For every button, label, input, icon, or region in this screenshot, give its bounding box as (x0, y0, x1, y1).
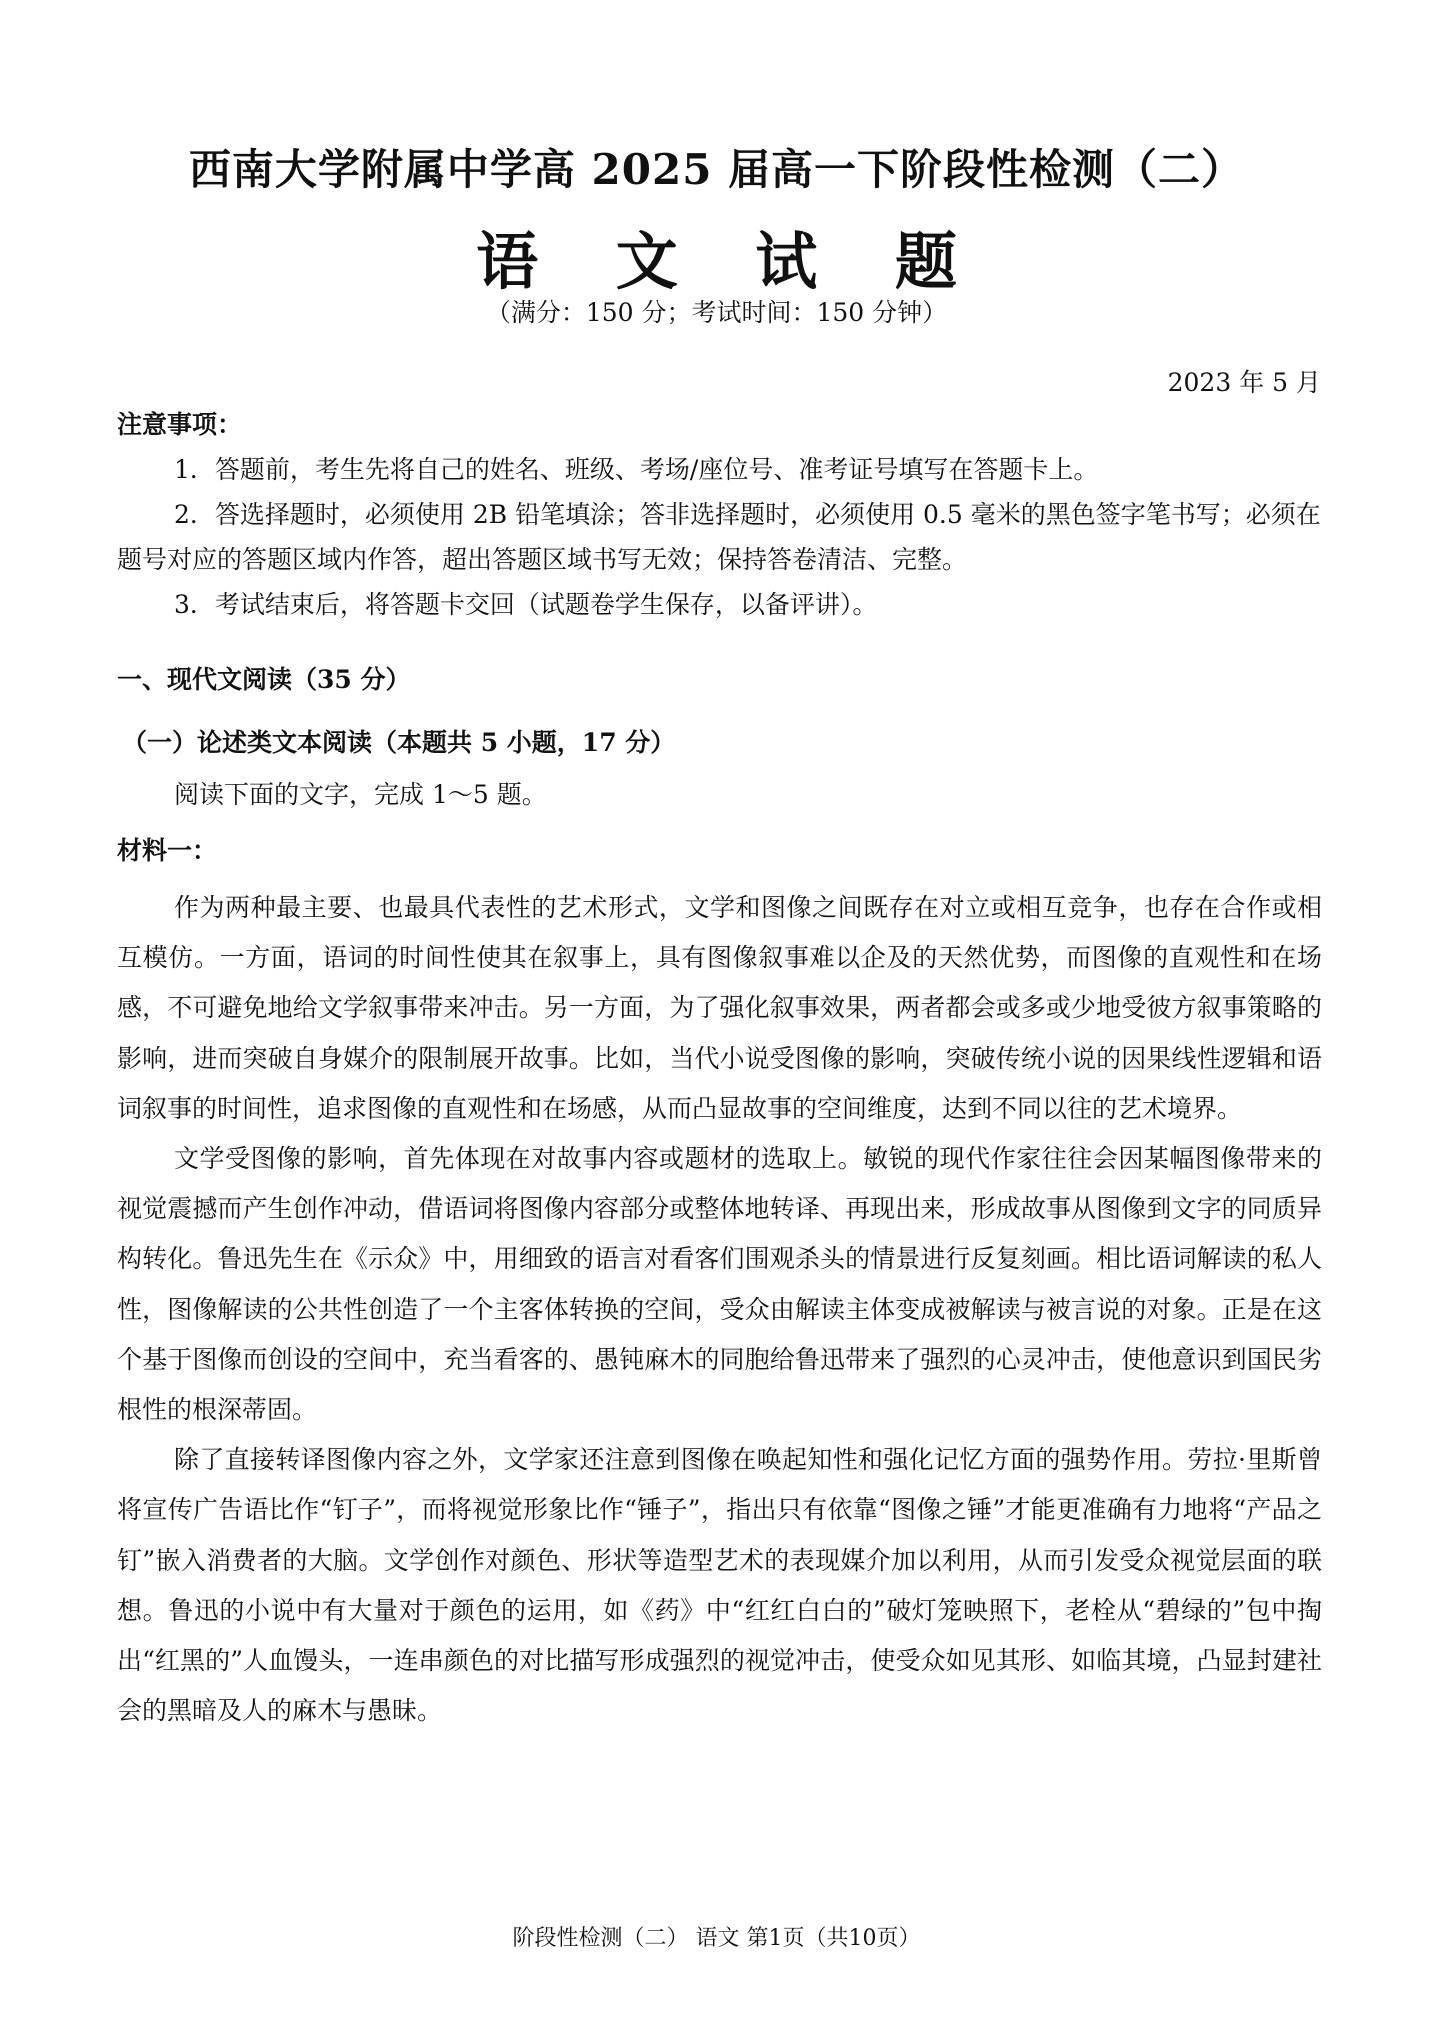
notice-item: 2．答选择题时，必须使用 2B 铅笔填涂；答非选择题时，必须使用 0.5 毫米的黑色签字笔书写；必须在题号对应的答题区域内作答，超出答题区域书写无效；保持答卷清洁、完整。 (117, 500, 1321, 574)
reading-instruction: 阅读下面的文字，完成 1～5 题。 (174, 780, 547, 809)
material-heading: 材料一： (117, 836, 218, 865)
notice-list (117, 447, 1322, 627)
exam-date: 2023 年 5 月 (1167, 368, 1321, 397)
notice-item: 3．考试结束后，将答题卡交回（试题卷学生保存，以备评讲）。 (174, 590, 878, 619)
section-heading: 一、现代文阅读（35 分） (117, 665, 411, 694)
material-paragraph: 除了直接转译图像内容之外，文学家还注意到图像在唤起知性和强化记忆方面的强势作用。劳拉·里斯曾将宣传广告语比作“钉子”，而将视觉形象比作“锤子”，指出只有依靠“图像之锤”才能更准确有力地将“产品之钉”嵌入消费者的大脑。文学创作对颜色、形状等造型艺术的表现媒介加以利用，从而引发受众视觉层面的联想。鲁迅的小说中有大量对于颜色的运用，如《药》中“红红白白的”破灯笼映照下，老栓从“碧绿的”包中掏出“红黑的”人血馒头，一连串颜色的对比描写形成强烈的视觉冲击，使受众如见其形、如临其境，凸显封建社会的黑暗及人的麻木与愚昧。 (117, 1445, 1322, 1726)
page-footer: 阶段性检测（二） 语文 第1页（共10页） (512, 1926, 921, 1951)
material-paragraph: 作为两种最主要、也最具代表性的艺术形式，文学和图像之间既存在对立或相互竞争，也存在合作或相互模仿。一方面，语词的时间性使其在叙事上，具有图像叙事难以企及的天然优势，而图像的直观性和在场感，不可避免地给文学叙事带来冲击。另一方面，为了强化叙事效果，两者都会或多或少地受彼方叙事策略的影响，进而突破自身媒介的限制展开故事。比如，当代小说受图像的影响，突破传统小说的因果线性逻辑和语词叙事的时间性，追求图像的直观性和在场感，从而凸显故事的空间维度，达到不同以往的艺术境界。 (117, 893, 1322, 1123)
subsection-heading: （一）论述类文本阅读（本题共 5 小题，17 分） (122, 728, 676, 757)
material-paragraph: 文学受图像的影响，首先体现在对故事内容或题材的选取上。敏锐的现代作家往往会因某幅图像带来的视觉震撼而产生创作冲动，借语词将图像内容部分或整体地转译、再现出来，形成故事从图像到文字的同质异构转化。鲁迅先生在《示众》中，用细致的语言对看客们围观杀头的情景进行反复刻画。相比语词解读的私人性，图像解读的公共性创造了一个主客体转换的空间，受众由解读主体变成被解读与被言说的对象。正是在这个基于图像而创设的空间中，充当看客的、愚钝麻木的同胞给鲁迅带来了强烈的心灵冲击，使他意识到国民劣根性的根深蒂固。 (117, 1144, 1322, 1425)
subject-title: 语 文 试 题 (476, 225, 985, 298)
exam-title: 西南大学附属中学高 2025 届高一下阶段性检测（二） (188, 145, 1245, 194)
notice-item: 1．答题前，考生先将自己的姓名、班级、考场/座位号、准考证号填写在答题卡上。 (174, 455, 1099, 484)
exam-meta-info: （满分：150 分；考试时间：150 分钟） (485, 298, 948, 327)
notice-heading: 注意事项： (117, 410, 243, 439)
material-body (117, 883, 1322, 1736)
